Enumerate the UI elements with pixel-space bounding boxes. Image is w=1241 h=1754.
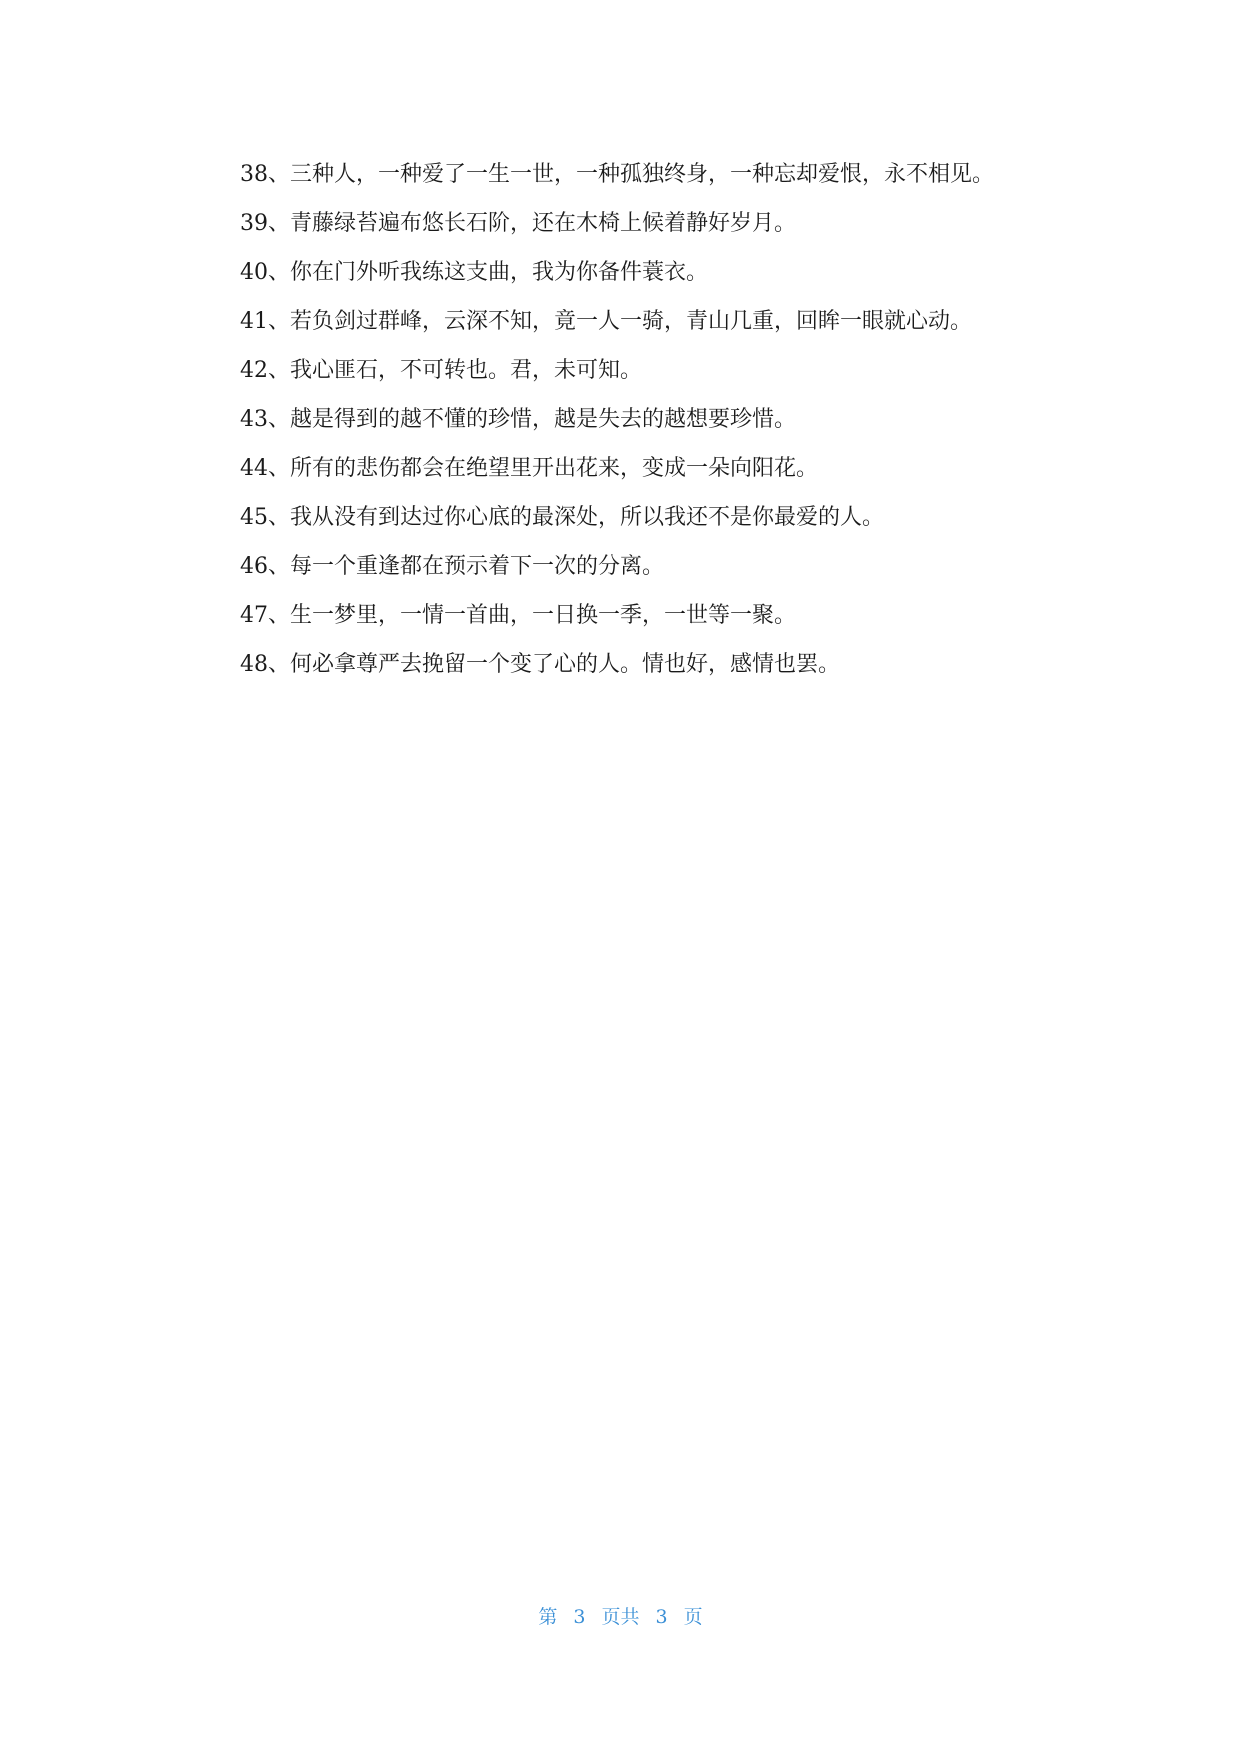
list-item: 42、我心匪石，不可转也。君，未可知。: [240, 358, 642, 383]
list-item: 39、青藤绿苔遍布悠长石阶，还在木椅上候着静好岁月。: [240, 211, 796, 236]
footer-prefix: 第: [538, 1606, 558, 1628]
footer-current-page: 3: [573, 1606, 586, 1628]
list-item: 48、何必拿尊严去挽留一个变了心的人。情也好，感情也罢。: [240, 652, 840, 677]
list-item: 46、每一个重逢都在预示着下一次的分离。: [240, 554, 664, 579]
document-body: [190, 150, 1050, 689]
list-item: 38、三种人，一种爱了一生一世，一种孤独终身，一种忘却爱恨，永不相见。: [240, 162, 994, 187]
list-item: 44、所有的悲伤都会在绝望里开出花来，变成一朵向阳花。: [240, 456, 818, 481]
footer-suffix: 页: [683, 1606, 703, 1628]
list-item: 45、我从没有到达过你心底的最深处，所以我还不是你最爱的人。: [240, 505, 884, 530]
list-item: 43、越是得到的越不懂的珍惜，越是失去的越想要珍惜。: [240, 407, 796, 432]
footer-middle: 页共: [601, 1606, 640, 1628]
list-item: 47、生一梦里，一情一首曲，一日换一季，一世等一聚。: [240, 603, 796, 628]
page-footer: [0, 1602, 1241, 1629]
list-item: 41、若负剑过群峰，云深不知，竟一人一骑，青山几重，回眸一眼就心动。: [240, 309, 972, 334]
list-item: 40、你在门外听我练这支曲，我为你备件蓑衣。: [240, 260, 708, 285]
footer-total-pages: 3: [655, 1606, 668, 1628]
